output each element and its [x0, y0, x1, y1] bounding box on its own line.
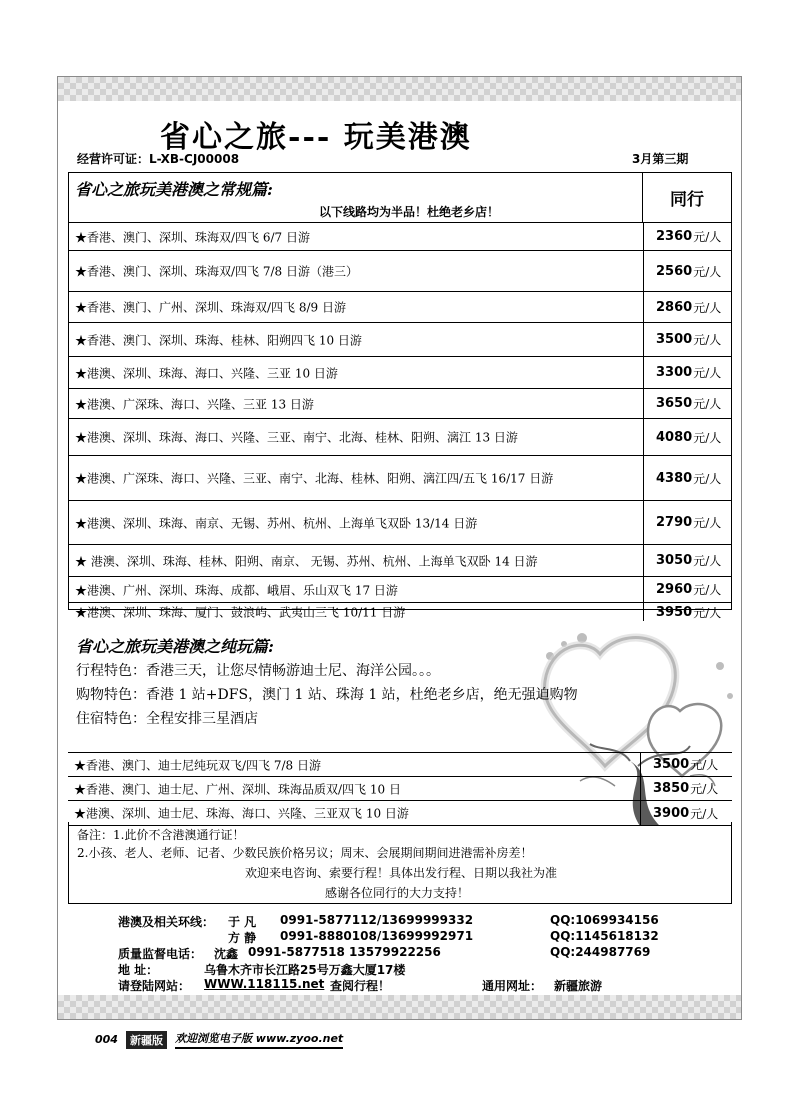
- route-name: ★港澳、深圳、珠海、海口、兴隆、三亚、南宁、北海、桂林、阳朔、漓江 13 日游: [75, 430, 518, 445]
- common-url-label: 通用网址：: [482, 979, 543, 993]
- common-url-value: 新疆旅游: [554, 979, 603, 993]
- route-name: ★香港、澳门、深圳、珠海双/四飞 6/7 日游: [75, 230, 310, 244]
- supervision-phone[interactable]: 0991-5877518 13579922256: [248, 945, 441, 959]
- route-name: ★港澳、深圳、珠海、南京、无锡、苏州、杭州、上海单飞双卧 13/14 日游: [75, 516, 478, 530]
- table-row: [69, 223, 731, 251]
- route-name: ★香港、澳门、迪士尼纯玩双飞/四飞 7/8 日游: [74, 758, 321, 772]
- route-name: ★港澳、广深珠、海口、兴隆、三亚、南宁、北海、桂林、阳朔、漓江四/五飞 16/17 日游: [75, 471, 554, 486]
- route-name: ★香港、澳门、深圳、珠海、桂林、阳朔四飞 10 日游: [75, 333, 362, 347]
- regular-section-title: 省心之旅玩美港澳之常规篇:: [75, 180, 273, 199]
- peer-price-column-header: 同行: [642, 173, 731, 222]
- route-name: ★香港、澳门、广州、深圳、珠海双/四飞 8/9 日游: [75, 300, 346, 315]
- top-checker-border: [58, 77, 741, 101]
- pure-play-section: [70, 610, 732, 753]
- table-row: [69, 292, 731, 323]
- route-price: 2360 元/人: [643, 223, 731, 250]
- route-price: 3950 元/人: [643, 603, 731, 621]
- route-name: ★香港、澳门、迪士尼、广州、深圳、珠海品质双/四飞 10 日: [74, 782, 401, 796]
- note-line: 备注：1.此价不含港澳通行证！: [77, 828, 245, 842]
- route-price: 2960 元/人: [643, 577, 731, 602]
- pure-section-title: 省心之旅玩美港澳之纯玩篇:: [76, 637, 274, 656]
- table-row: [69, 251, 731, 292]
- issue-label: 3月第三期: [632, 152, 689, 166]
- route-price: 3500 元/人: [640, 753, 732, 776]
- table-row: [69, 545, 731, 577]
- table-row: [69, 577, 731, 603]
- pure-routes-table: [68, 752, 732, 822]
- note-line: 欢迎来电咨询、索要行程！具体出发行程、日期以我社为准: [245, 866, 558, 880]
- feature-itinerary: 行程特色：香港三天，让您尽情畅游迪士尼、海洋公园。。。: [76, 663, 440, 679]
- table-row: [68, 777, 732, 801]
- table-row: [69, 419, 731, 456]
- supervisor-name: 沈鑫: [214, 947, 239, 961]
- notes-box: [68, 822, 732, 904]
- route-price: 4380 元/人: [643, 456, 731, 500]
- route-price: 2560 元/人: [643, 251, 731, 291]
- address-label: 地 址：: [118, 963, 159, 977]
- table-row: [69, 323, 731, 357]
- feature-lodging: 住宿特色：全程安排三星酒店: [76, 711, 258, 727]
- route-price: 2790 元/人: [643, 501, 731, 544]
- route-name: ★港澳、广深珠、海口、兴隆、三亚 13 日游: [75, 397, 314, 411]
- table-row: [69, 501, 731, 545]
- bottom-checker-border: [58, 995, 741, 1019]
- feature-shopping: 购物特色：香港 1 站+DFS，澳门 1 站、珠海 1 站，杜绝老乡店，绝无强迫购物: [76, 687, 578, 703]
- page-title: 省心之旅--- 玩美港澳: [160, 120, 472, 155]
- supervision-label: 质量监督电话：: [118, 947, 203, 961]
- website-label: 请登陆网站：: [118, 979, 191, 993]
- note-line: 2.小孩、老人、老师、记者、少数民族价格另议；周末、会展期间期间进港需补房差！: [77, 846, 533, 860]
- website-link[interactable]: WWW.118115.net: [204, 977, 325, 991]
- route-name: ★港澳、广州、深圳、珠海、成都、峨眉、乐山双飞 17 日游: [75, 583, 398, 597]
- route-name: ★香港、澳门、深圳、珠海双/四飞 7/8 日游（港三）: [75, 264, 358, 279]
- regular-table-header: [69, 173, 731, 223]
- hotline-label: 港澳及相关环线：: [118, 915, 215, 929]
- license-number: 经营许可证：L-XB-CJ00008: [77, 152, 240, 166]
- route-price: 3500 元/人: [643, 323, 731, 356]
- route-name: ★ 港澳、深圳、珠海、桂林、阳朔、南京、 无锡、苏州、杭州、上海单飞双卧 14 日游: [75, 554, 538, 568]
- route-price: 4080 元/人: [643, 419, 731, 455]
- route-price: 3900 元/人: [640, 801, 732, 825]
- route-name: ★港澳、深圳、迪士尼、珠海、海口、兴隆、三亚双飞 10 日游: [74, 806, 409, 821]
- note-line: 感谢各位同行的大力支持！: [325, 886, 470, 900]
- route-price: 3050 元/人: [643, 545, 731, 576]
- table-row: [69, 456, 731, 501]
- route-price: 3650 元/人: [643, 389, 731, 418]
- route-price: 3300 元/人: [643, 357, 731, 388]
- contact-qq: QQ:1069934156: [550, 913, 659, 927]
- regular-subtitle: 以下线路均为半品！杜绝老乡店！: [319, 205, 500, 219]
- table-row: [69, 389, 731, 419]
- page-number: 004: [95, 1033, 118, 1046]
- route-name: ★港澳、深圳、珠海、海口、兴隆、三亚 10 日游: [75, 366, 338, 380]
- contact-qq: QQ:244987769: [550, 945, 651, 959]
- table-row: [68, 753, 732, 777]
- contact-qq: QQ:1145618132: [550, 929, 659, 943]
- footer-slogan: 欢迎浏览电子版 www.zyoo.net: [175, 1030, 343, 1049]
- contact-person: 于 凡: [228, 915, 257, 929]
- page-footer: [95, 1030, 343, 1049]
- edition-badge: 新疆版: [126, 1031, 167, 1049]
- contact-phone[interactable]: 0991-8880108/13699992971: [280, 929, 474, 943]
- contact-phone[interactable]: 0991-5877112/13699999332: [280, 913, 474, 927]
- contact-person: 方 静: [228, 931, 257, 945]
- table-row: [69, 357, 731, 389]
- website-suffix: 查阅行程！: [330, 979, 391, 993]
- route-price: 3850 元/人: [640, 777, 732, 800]
- address-value: 乌鲁木齐市长江路25号万鑫大厦17楼: [204, 963, 406, 977]
- regular-routes-table: [68, 172, 732, 620]
- route-price: 2860 元/人: [643, 292, 731, 322]
- route-name: ★港澳、深圳、珠海、厦门、鼓浪屿、武夷山三飞 10/11 日游: [75, 605, 406, 620]
